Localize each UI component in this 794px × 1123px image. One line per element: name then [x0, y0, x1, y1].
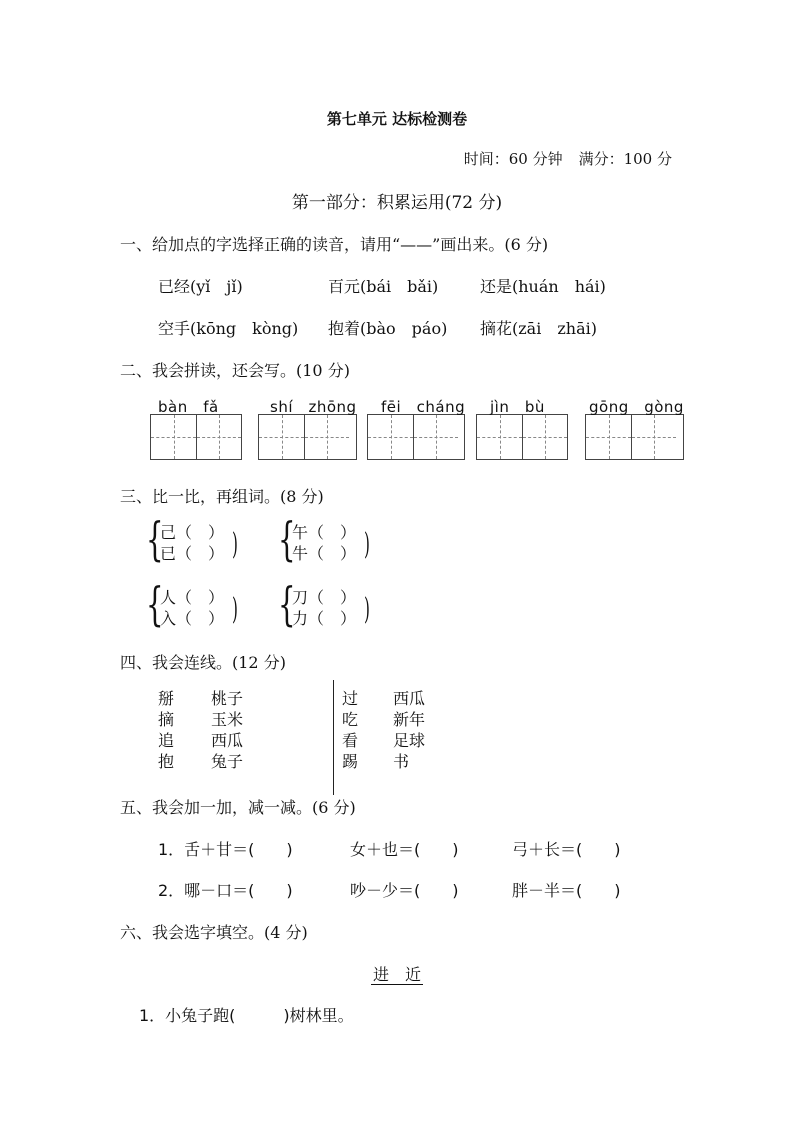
compare-line: 刀（ ）: [292, 588, 357, 607]
exam-title: 第七单元 达标检测卷: [326, 110, 468, 128]
exam-meta: [464, 148, 672, 169]
q1-item: 还是(huán hái): [480, 277, 606, 296]
left-brace: {: [278, 577, 296, 631]
exam-time: 时间：60 分钟: [463, 150, 563, 168]
q1-item: 已经(yǐ jǐ): [158, 277, 243, 296]
match-word[interactable]: 吃: [342, 710, 359, 729]
q1-item: 空手(kōng kòng): [158, 319, 299, 338]
match-word[interactable]: 新年: [393, 710, 426, 729]
compare-line: 力（ ）: [292, 609, 357, 628]
part-heading: 第一部分：积累运用(72 分): [291, 193, 503, 213]
match-word[interactable]: 西瓜: [393, 689, 426, 708]
q3-heading: 三、比一比，再组词。(8 分): [120, 487, 324, 506]
q1-item: 摘花(zāi zhāi): [480, 319, 597, 338]
match-word[interactable]: 西瓜: [211, 731, 244, 750]
divider-line: [333, 680, 334, 795]
calc-item: 吵－少＝( ): [350, 881, 459, 900]
calc-item: 胖－半＝( ): [512, 881, 621, 900]
writing-cell[interactable]: [413, 415, 458, 459]
q4-heading: 四、我会连线。(12 分): [120, 653, 286, 672]
right-brace: ): [364, 592, 370, 627]
calc-item: 弓＋长＝( ): [512, 840, 621, 859]
right-brace: ): [364, 527, 370, 562]
compare-line: 牛（ ）: [292, 544, 357, 563]
choice-options: 进 近: [372, 965, 421, 984]
match-col-nouns-b: [393, 688, 425, 772]
q2-heading: 二、我会拼读，还会写。(10 分): [120, 361, 350, 380]
match-word[interactable]: 看: [342, 731, 359, 750]
match-word[interactable]: 掰: [158, 689, 175, 708]
match-word[interactable]: 抱: [158, 752, 175, 771]
compare-line: 入（ ）: [160, 609, 225, 628]
match-word[interactable]: 摘: [158, 710, 175, 729]
match-col-verbs-a: [158, 688, 174, 772]
right-brace: ): [232, 527, 238, 562]
match-col-verbs-b: [342, 688, 358, 772]
writing-cell[interactable]: [151, 415, 196, 459]
left-brace: {: [146, 577, 164, 631]
pinyin-group: [585, 396, 684, 460]
match-word[interactable]: 玉米: [211, 710, 244, 729]
pinyin-label: jìn bù: [490, 398, 545, 416]
match-word[interactable]: 追: [158, 731, 175, 750]
compare-line: 己（ ）: [160, 523, 225, 542]
compare-line: 午（ ）: [292, 523, 357, 542]
writing-cell[interactable]: [259, 415, 304, 459]
q5-heading: 五、我会加一加，减一减。(6 分): [120, 798, 356, 817]
calc-item: 1．舌＋甘＝( ): [158, 840, 293, 859]
match-word[interactable]: 足球: [393, 731, 426, 750]
writing-cell[interactable]: [631, 415, 676, 459]
pinyin-group: [476, 396, 568, 460]
q1-item: 百元(bái bǎi): [328, 277, 439, 296]
exam-score: 满分：100 分: [578, 150, 672, 168]
match-word[interactable]: 书: [393, 752, 410, 771]
calc-item: 女＋也＝( ): [350, 840, 459, 859]
match-word[interactable]: 踢: [342, 752, 359, 771]
match-col-nouns-a: [211, 688, 243, 772]
left-brace: {: [146, 512, 164, 566]
q6-heading: 六、我会选字填空。(4 分): [120, 923, 308, 942]
writing-cell[interactable]: [477, 415, 522, 459]
pinyin-group: [367, 396, 465, 460]
left-brace: {: [278, 512, 296, 566]
match-word[interactable]: 过: [342, 689, 359, 708]
right-brace: ): [232, 592, 238, 627]
calc-item: 2．哪－口＝( ): [158, 881, 293, 900]
pinyin-label: fēi cháng: [381, 398, 466, 416]
match-word[interactable]: 桃子: [211, 689, 244, 708]
writing-cell[interactable]: [304, 415, 349, 459]
pinyin-label: gōng gòng: [589, 398, 684, 416]
pinyin-label: bàn fǎ: [158, 398, 219, 416]
pinyin-label: shí zhōng: [270, 398, 357, 416]
compare-line: 人（ ）: [160, 588, 225, 607]
pinyin-group: [150, 396, 242, 460]
writing-cell[interactable]: [196, 415, 241, 459]
choice-words: [0, 962, 794, 985]
writing-cell[interactable]: [586, 415, 631, 459]
q1-item: 抱着(bào páo): [328, 319, 448, 338]
compare-line: 已（ ）: [160, 544, 225, 563]
pinyin-group: [258, 396, 357, 460]
fill-item: 1．小兔子跑( )树林里。: [139, 1006, 354, 1025]
match-word[interactable]: 兔子: [211, 752, 244, 771]
writing-cell[interactable]: [522, 415, 567, 459]
q1-heading: 一、给加点的字选择正确的读音，请用“——”画出来。(6 分): [120, 235, 549, 254]
writing-cell[interactable]: [368, 415, 413, 459]
